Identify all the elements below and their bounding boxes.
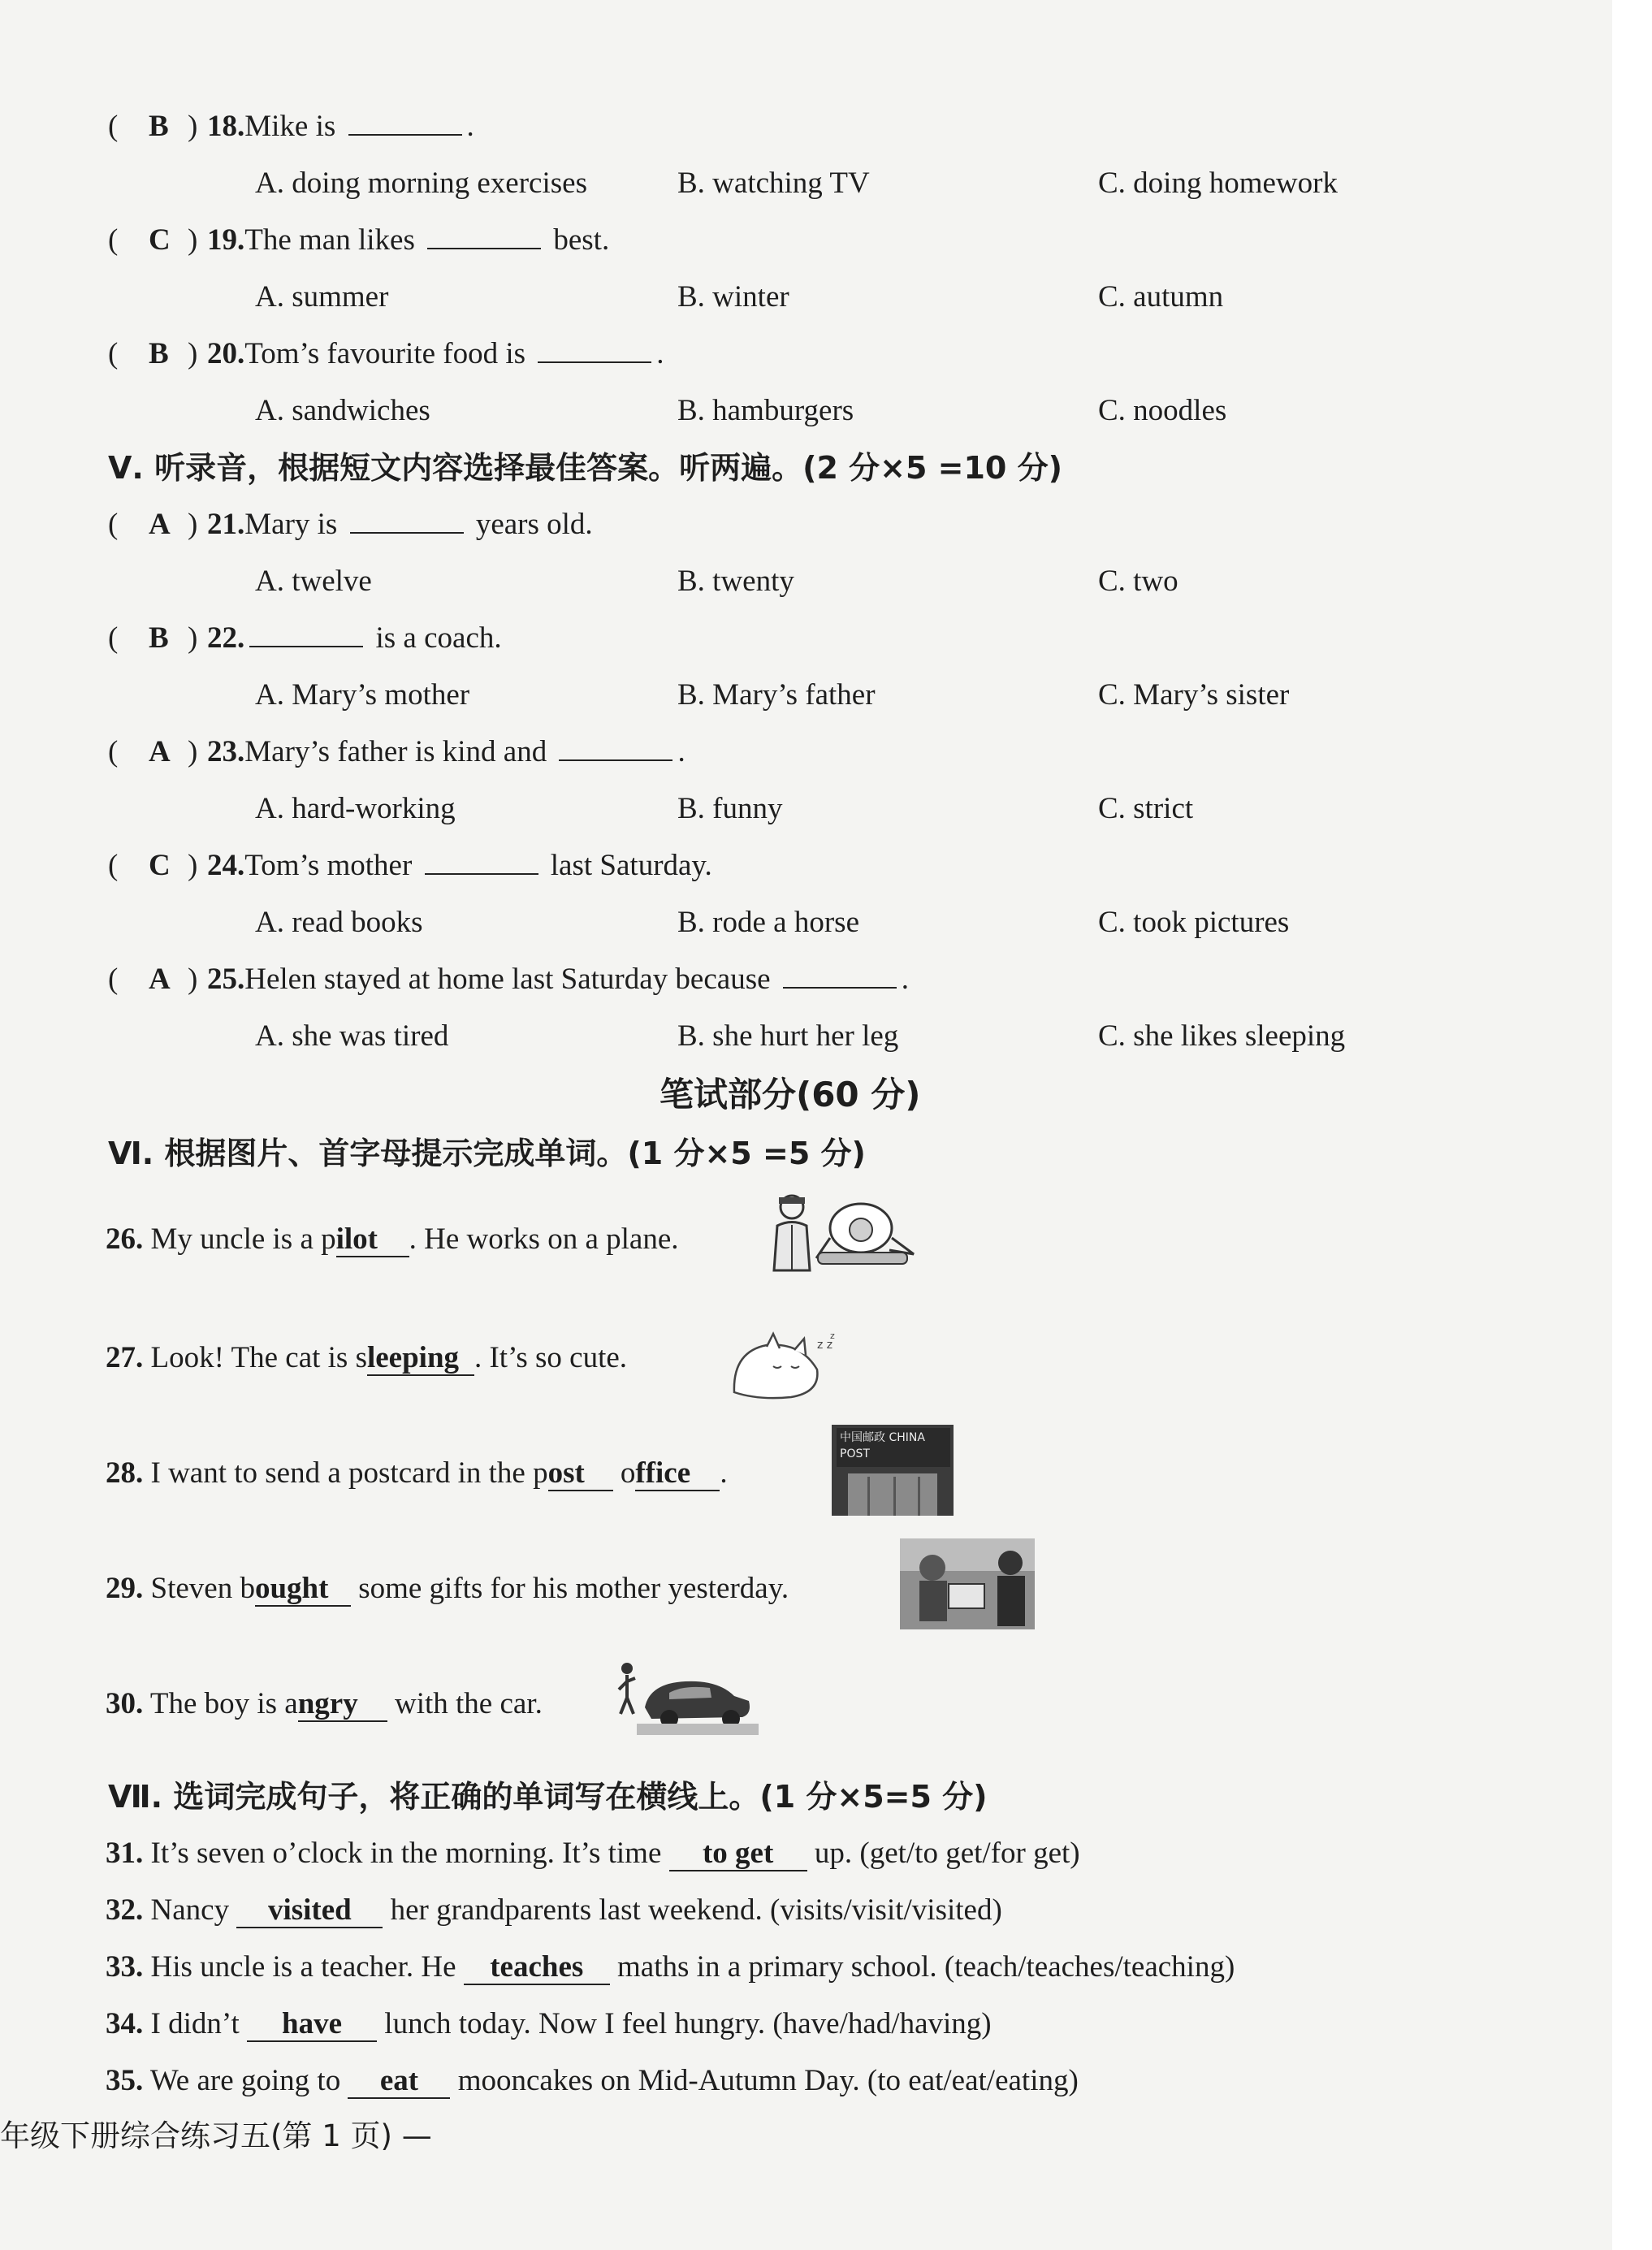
option-a: A. Mary’s mother (255, 678, 470, 712)
question-29: 29. Steven bought some gifts for his mother yesterday. (106, 1572, 789, 1605)
option-c: C. Mary’s sister (1098, 678, 1290, 712)
boy-and-car-picture (612, 1657, 759, 1735)
option-a: A. sandwiches (255, 394, 430, 427)
answer-fill: have (247, 2008, 377, 2042)
option-c: C. autumn (1098, 280, 1224, 314)
svg-text:z: z (830, 1331, 835, 1341)
answer-fill: ilot (336, 1223, 409, 1257)
answer-fill: eat (348, 2065, 450, 2099)
option-c: C. strict (1098, 792, 1194, 825)
svg-text:z z: z z (817, 1339, 833, 1352)
answer-blank (427, 222, 541, 249)
answer-blank (249, 620, 363, 647)
option-b: B. Mary’s father (677, 678, 876, 712)
answer-fill: teaches (464, 1951, 610, 1985)
answer-mark: A (149, 735, 171, 768)
option-a: A. read books (255, 906, 423, 939)
section-5-heading: Ⅴ. 听录音，根据短文内容选择最佳答案。听两遍。(2 分×5 =10 分) (108, 450, 1062, 486)
answer-blank (348, 108, 462, 136)
option-b: B. rode a horse (677, 906, 859, 939)
option-b: B. winter (677, 280, 789, 314)
pilot-airplane-picture (768, 1189, 919, 1279)
answer-blank (783, 961, 897, 989)
answer-blank (538, 335, 651, 363)
page-footer: 年级下册综合练习五(第 1 页) — (0, 2118, 432, 2153)
question-35: 35. We are going to eat mooncakes on Mid-Autumn Day. (to eat/eat/eating) (106, 2064, 1079, 2097)
written-part-title: 笔试部分(60 分) (660, 1075, 921, 1114)
option-a: A. doing morning exercises (255, 167, 587, 200)
post-office-picture (832, 1425, 954, 1516)
answer-fill: ost (548, 1457, 613, 1491)
section-7-heading: Ⅶ. 选词完成句子，将正确的单词写在横线上。(1 分×5=5 分) (108, 1779, 988, 1815)
question-33: 33. His uncle is a teacher. He teaches maths in a primary school. (teach/teaches/teaching) (106, 1950, 1235, 1984)
question-30: 30. The boy is angry with the car. (106, 1687, 543, 1720)
option-b: B. hamburgers (677, 394, 854, 427)
section-6-heading: Ⅵ. 根据图片、首字母提示完成单词。(1 分×5 =5 分) (108, 1136, 866, 1171)
answer-mark: B (149, 337, 169, 370)
answer-fill: ffice (635, 1457, 720, 1491)
answer-fill: leeping (367, 1342, 474, 1376)
option-c: C. took pictures (1098, 906, 1290, 939)
answer-fill: to get (669, 1837, 807, 1871)
question-32: 32. Nancy visited her grandparents last weekend. (visits/visit/visited) (106, 1893, 1002, 1927)
answer-mark: B (149, 110, 169, 143)
answer-blank (425, 847, 538, 875)
option-b: B. she hurt her leg (677, 1019, 899, 1053)
option-a: A. twelve (255, 565, 372, 598)
answer-fill: ngry (298, 1688, 387, 1722)
answer-mark: C (149, 849, 171, 882)
option-c: C. two (1098, 565, 1178, 598)
question-26: 26. My uncle is a pilot . He works on a plane. (106, 1222, 679, 1256)
page-edge (1612, 0, 1652, 2250)
option-b: B. funny (677, 792, 783, 825)
answer-mark: C (149, 223, 171, 257)
question-28: 28. I want to send a postcard in the post office . (106, 1456, 728, 1490)
question-27: 27. Look! The cat is sleeping . It’s so cute. (106, 1341, 628, 1374)
post-office-sign: 中国邮政 CHINA POST (840, 1431, 925, 1460)
option-a: A. she was tired (255, 1019, 449, 1053)
question-34: 34. I didn’t have lunch today. Now I feel hungry. (have/had/having) (106, 2007, 992, 2040)
option-a: A. summer (255, 280, 389, 314)
answer-blank (559, 733, 672, 761)
option-c: C. noodles (1098, 394, 1227, 427)
sleeping-cat-picture (726, 1327, 848, 1402)
answer-mark: A (149, 963, 171, 996)
question-31: 31. It’s seven o’clock in the morning. It’s time to get up. (get/to get/for get) (106, 1837, 1080, 1870)
option-c: C. she likes sleeping (1098, 1019, 1346, 1053)
shopping-gifts-picture (900, 1538, 1035, 1629)
answer-fill: visited (236, 1894, 383, 1928)
answer-blank (350, 506, 464, 534)
answer-fill: ought (255, 1573, 351, 1607)
option-a: A. hard-working (255, 792, 456, 825)
answer-mark: B (149, 621, 169, 655)
option-c: C. doing homework (1098, 167, 1338, 200)
worksheet-page: ( B ) 18.Mike is . A. doing morning exercises B. watching TV C. doing homework ( C ) 19.The man likes best. A. summer B. winter C. autumn ( B ) 20.Tom’s favourite food is . A. sandwiches B. hamburgers C. noodles Ⅴ. 听录音，根据短文内容选择最佳答案。听两遍。(2 分×5 =10 分) ( A ) 21.Mary is years old. A. twelve B. twenty C. two ( B ) 22. is a coach. A. Mary’s mother B. Mary’s father C. Mary’s sister ( A ) 23.Mary’s father is kind and . A. hard-working B. funny C. strict ( C ) 24.Tom’s mother last Saturday. A. read books B. rode a horse C. took pictures ( A ) 25.Helen stayed at home last Saturday because . A. she was tired B. she hurt her leg C. she likes sleeping 笔试部分(60 分) Ⅵ. 根据图片、首字母提示完成单词。(1 分×5 =5 分) 26. My uncle is a pilot . He works on a plane. 27. Look! The cat is sleeping . It’s so cute. z z z 28. I want to send a postcard in the post office . 中国邮政 CHINA POST 29. Steven bought some gifts for his mother yesterday. 30. The boy is angry with the car. Ⅶ. 选词完成句子，将正确的单词写在横线上。(1 分×5=5 分) 31. It’s seven o’clock in the morning. It’s time to get up. (get/to get/for get) 32. Nancy visited her grandparents last weekend. (visits/visit/visited) 33. His uncle is a teacher. He teaches maths in a primary school. (teach/teaches/teaching) 34. I didn’t have lunch today. Now I feel hungry. (have/had/having) 35. We are going to eat mooncakes on Mid-Autumn Day. (to eat/eat/eating) 年级下册综合练习五(第 1 页) — (0, 0, 1652, 2250)
option-b: B. twenty (677, 565, 794, 598)
option-b: B. watching TV (677, 167, 870, 200)
answer-mark: A (149, 508, 171, 541)
